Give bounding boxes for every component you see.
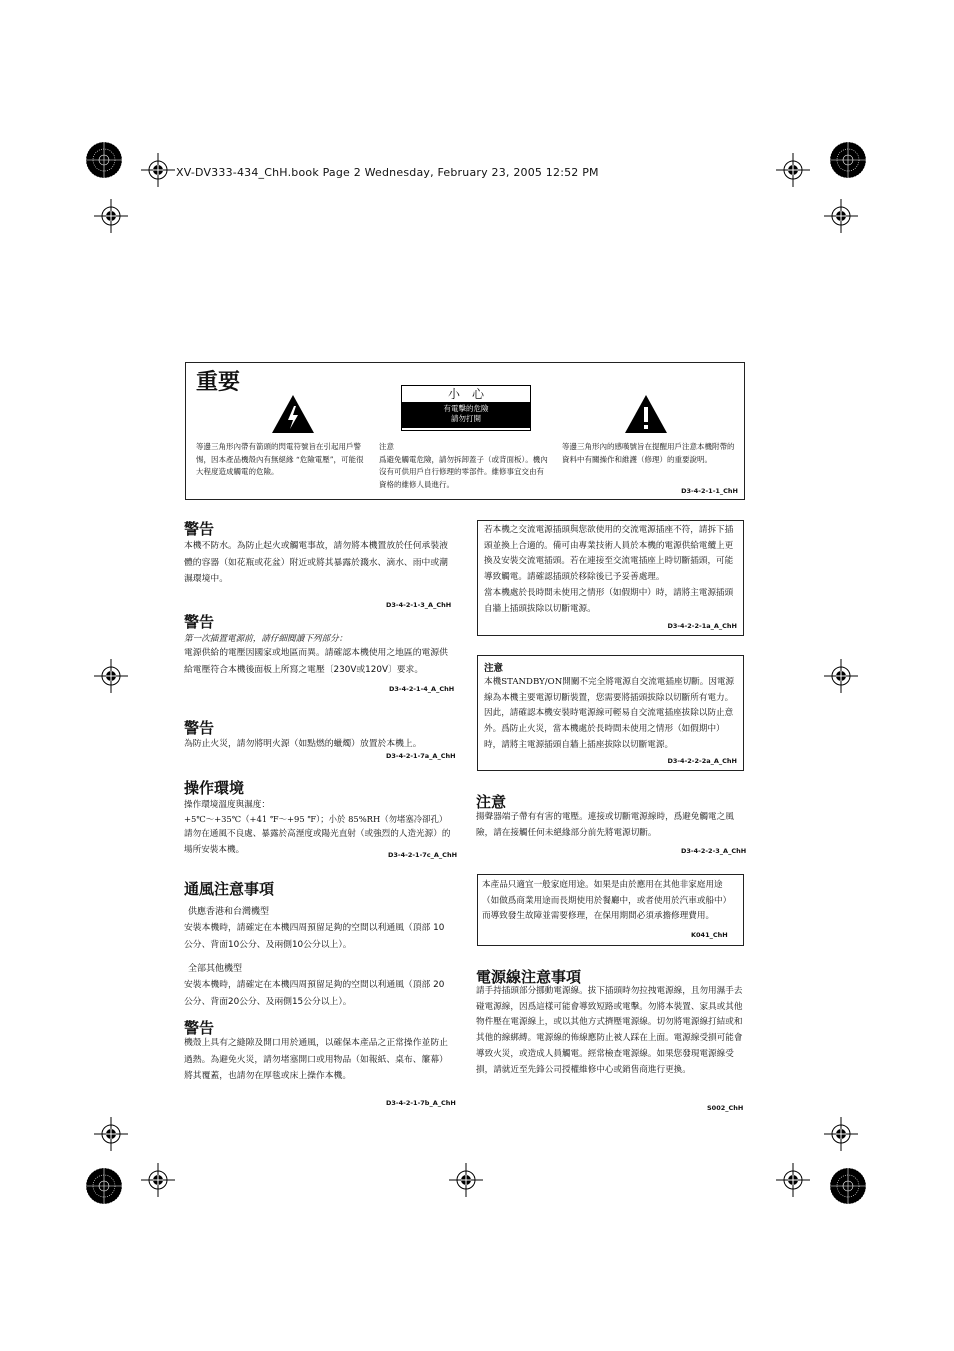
env-text: 請勿在通風不良處、暴露於高溼度或陽光直射（或強烈的人造光源）的場所安裝本機。 [184,829,451,855]
household-notice-code: K041_ChH [691,931,728,939]
important-left-text: 等邊三角形內帶有箭頭的閃電符號旨在引起用戶警惕，因本產品機殼內有無絕緣 “危險電壓”，可能很大程度造成觸電的危險。 [196,442,364,476]
cord-code: S002_ChH [707,1104,744,1112]
warning3-title: 警告 [184,719,215,737]
vent-text2: 安裝本機時，請確定在本機四周預留足夠的空間以利通風（頂部 20公分、背面20公分、及兩側15公分以上）。 [184,980,445,1007]
caution-sub1: 有電擊的危險 [443,404,489,413]
plug-notice-text: 若本機之交流電源插頭與您欲使用的交流電源插座不符，請拆下插頭並換上合適的。備可由專業技術人員於本機的電源供給電纜上更換及安裝交流電插頭。若在連接至交流電插座上時切斷插頭，可能導致觸電。請確認插頭於移除後已予妥善處理。 [484,525,734,583]
vent-sub1: 供應香港和台灣機型 [188,907,270,917]
warning4-text: 機殼上具有之縫隙及開口用於通風，以確保本產品之正常操作並防止過熱。為避免火災，請勿堵塞開口或用物品（如報紙、桌布、簾幕）將其覆蓋，也請勿在厚毯或床上操作本機。 [184,1038,448,1081]
warning2-code: D3-4-2-1-4_A_ChH [389,685,455,693]
exclamation-warning-icon [623,393,669,435]
standby-notice-label: 注意 [484,663,504,674]
warning1-code: D3-4-2-1-3_A_ChH [386,601,452,609]
caution-sub2: 請勿打開 [451,414,481,423]
household-notice-text: 本產品只適宜一般家庭用途。如果是由於應用在其他非家庭用途（如做爲商業用途而長期使用於餐廳中，或者使用於汽車或船中）而導致發生故障並需要修理，在保用期間必須承擔修理費用。 [482,880,732,922]
plug-notice-code: D3-4-2-2-1a_A_ChH [667,622,737,630]
env-line2: +5℃～+35℃（+41 ℉～+95 ℉）；小於 85%RH（勿堵塞冷卻孔） [184,814,448,824]
lightning-warning-icon [270,393,316,435]
speaker-caution-code: D3-4-2-2-3_A_ChH [681,847,747,855]
file-header: XV-DV333-434_ChH.book Page 2 Wednesday, February 23, 2005 12:52 PM [176,166,599,179]
env-title: 操作環境 [184,779,245,797]
warning4-code: D3-4-2-1-7b_A_ChH [386,1099,456,1107]
important-code: D3-4-2-1-1_ChH [681,487,738,495]
plug-notice-box [477,520,744,636]
cord-title: 電源線注意事項 [476,968,582,986]
env-code: D3-4-2-1-7c_A_ChH [388,851,458,859]
important-box [185,362,745,500]
speaker-caution-title: 注意 [476,793,507,811]
warning2-title: 警告 [184,613,215,631]
warning1-title: 警告 [184,520,215,538]
warning2-intro: 第一次插置電源前，請仔細閱讀下列部分： [184,634,348,644]
vent-title: 通風注意事項 [184,880,275,898]
warning2-text: 電源供給的電壓因國家或地區而異。請確認本機使用之地區的電源供給電壓符合本機後面板上所寫之電壓〔230V或120V〕要求。 [184,648,448,675]
important-right-text: 等邊三角形內的感嘆號旨在提醒用戶注意本機附帶的資料中有關操作和維護（修理）的重要說明。 [562,442,735,464]
important-mid-text: 爲避免觸電危險，請勿拆卸蓋子（或背面板）。機內沒有可供用戶自行修理的零部件。維修事宜交由有資格的維修人員進行。 [379,454,548,489]
plug-notice-text2: 當本機處於長時間未使用之情形（如假期中）時，請將主電源插頭自牆上插頭拔除以切斷電源。 [484,587,734,614]
caution-title: 小 心 [447,387,484,401]
cord-text: 請手持插頭部分挪動電源線。拔下插頭時勿拉拽電源線，且勿用濕手去碰電源線，因爲這樣可能會導致短路或電擊。勿將本裝置、家具或其他物件壓在電源線上，或以其他方式擠壓電源線。切勿將電源線打結或和其他的線綁縛。電源線的佈線應防止被人踩在上面。電源線受損可能會導致火災，或造成人員觸電。經常檢查電源線。如果您發現電源線受損，請就近至先鋒公司授權維修中心或銷售商進行更換。 [476,986,743,1075]
standby-notice-text: 本機STANDBY/ON開關不完全將電源自交流電插座切斷。因電源線為本機主要電源切斷裝置，您需要將插頭拔除以切斷所有電力。因此，請確認本機安裝時電源線可輕易自交流電插座拔除以防止意外。爲防止火災，當本機處於長時間未使用之情形（如假期中）時，請將主電源插頭自牆上插座拔除以切斷電源。 [484,677,735,750]
important-mid-label: 注意 [379,442,394,451]
vent-sub2: 全部其他機型 [188,964,243,974]
warning1-text: 本機不防水。為防止起火或觸電事故，請勿將本機置放於任何承裝液體的容器（如花瓶或花盆）附近或將其暴露於濺水、滴水、雨中或潮濕環境中。 [184,541,448,584]
caution-label [401,385,531,431]
speaker-caution-text: 揚聲器端子帶有有害的電壓。連接或切斷電源線時，爲避免觸電之風險，請在接觸任何未絕緣部分前先將電源切斷。 [476,812,734,838]
standby-notice-code: D3-4-2-2-2a_A_ChH [667,757,737,765]
vent-text1: 安裝本機時，請確定在本機四周預留足夠的空間以利通風（頂部 10公分、背面10公分、及兩側10公分以上）。 [184,923,445,950]
standby-notice-box [477,655,744,771]
important-title: 重要 [196,370,241,395]
household-notice-box [477,874,744,946]
env-line1: 操作環境溫度與濕度： [184,800,270,810]
warning3-code: D3-4-2-1-7a_A_ChH [386,752,456,760]
warning4-title: 警告 [184,1019,215,1037]
warning3-text: 為防止火災，請勿將明火源（如點燃的蠟燭）放置於本機上。 [184,739,422,749]
